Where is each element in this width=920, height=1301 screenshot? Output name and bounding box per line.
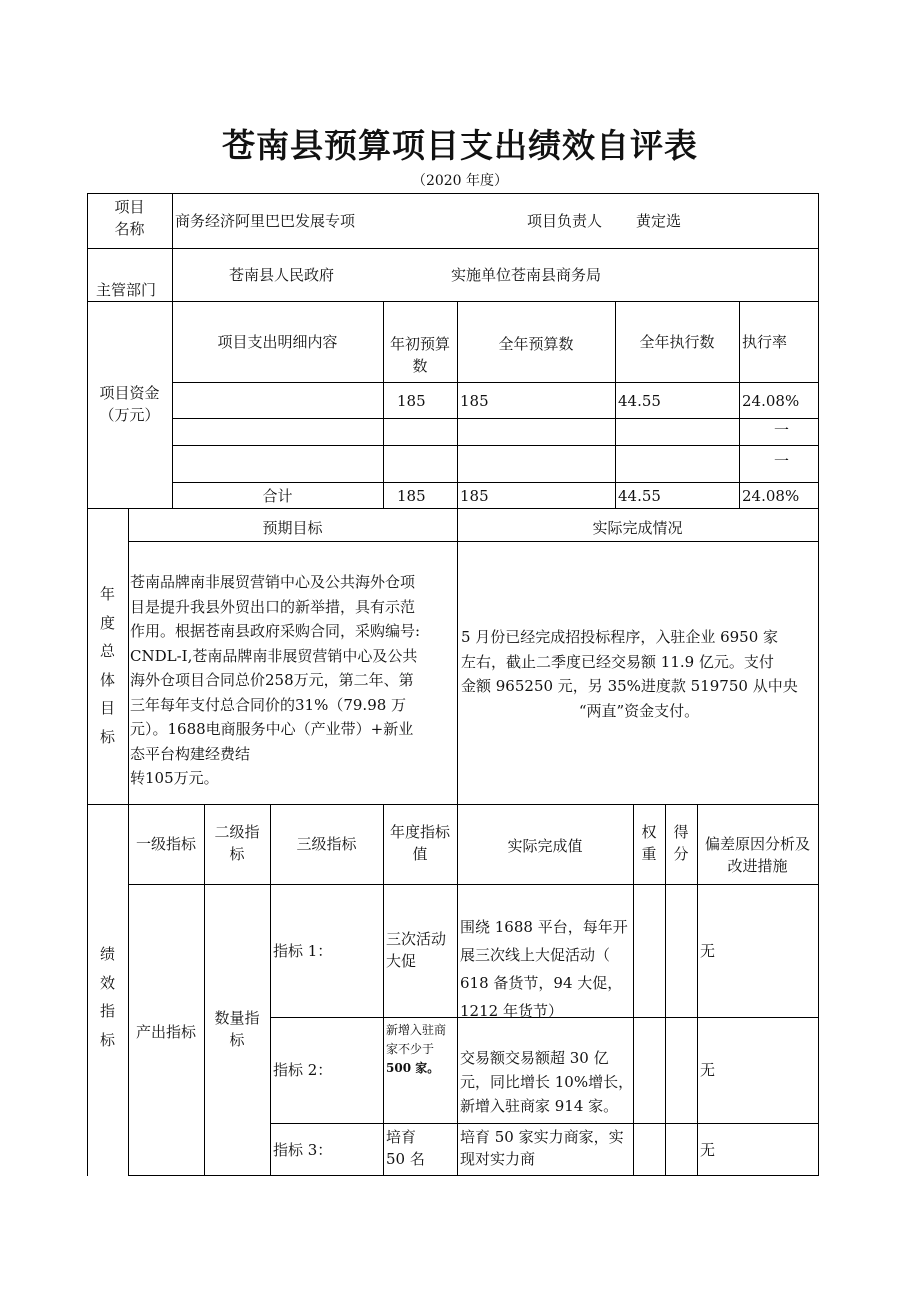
- ind-level2-quantity: 数量指 标: [214, 1009, 260, 1049]
- ind-row3-deviation: 无: [700, 1141, 716, 1159]
- year-subtitle: （2020 年度）: [411, 173, 509, 189]
- funds-header-rate: 执行率: [742, 333, 788, 351]
- goals-side-label: 年 度 总 体 目 标: [99, 585, 115, 746]
- ind-header-score: 得 分: [673, 823, 689, 863]
- ind-row1-actual: 围绕 1688 平台，每年开 展三次线上大促活动（ 618 备货节，94 大促， 1212 年货节）: [460, 918, 628, 1020]
- ind-header-level2: 二级指 标: [214, 823, 260, 863]
- funds-label: 项目资金 （万元）: [99, 384, 160, 424]
- indicators-side-label: 绩 效 指 标: [99, 945, 115, 1049]
- funds-total-annual: 185: [460, 487, 489, 505]
- impl-unit-value: 苍南县商务局: [511, 266, 602, 284]
- funds-total-label: 合计: [262, 487, 293, 505]
- funds-header-initial: 年初预算 数: [389, 335, 450, 375]
- funds-total-rate: 24.08%: [742, 487, 800, 505]
- ind-header-level1: 一级指标: [135, 835, 196, 853]
- ind-row3-actual: 培育 50 家实力商家，实 现对实力商: [460, 1128, 624, 1168]
- project-owner-value: 黄定选: [636, 212, 682, 230]
- funds-total-executed: 44.55: [618, 487, 661, 505]
- funds-row1-annual: 185: [460, 392, 489, 410]
- project-name-label: 项目 名称: [114, 198, 145, 238]
- ind-header-deviation: 偏差原因分析及 改进措施: [704, 835, 810, 875]
- goals-expected-header: 预期目标: [262, 519, 323, 537]
- ind-row2-name: 指标 2：: [273, 1061, 333, 1079]
- ind-row1-target: 三次活动 大促: [386, 930, 447, 970]
- ind-row3-name: 指标 3：: [273, 1141, 333, 1159]
- ind-row2-deviation: 无: [700, 1061, 716, 1079]
- funds-total-initial: 185: [397, 487, 426, 505]
- funds-header-annual: 全年预算数: [498, 335, 574, 353]
- ind-header-level3: 三级指标: [296, 835, 357, 853]
- dept-label: 主管部门: [96, 281, 157, 299]
- goals-actual-text: 5 月份已经完成招投标程序，入驻企业 6950 家 左右，截止二季度已经交易额 11.9 亿元。支付 金额 965250 元，另 35%进度款 519750 从中央 “两直”资金支付。: [461, 628, 798, 720]
- project-name-value: 商务经济阿里巴巴发展专项: [175, 212, 356, 230]
- dept-value: 苍南县人民政府: [229, 266, 335, 284]
- funds-header-detail: 项目支出明细内容: [217, 333, 338, 351]
- funds-row1-executed: 44.55: [618, 392, 661, 410]
- page-title: 苍南县预算项目支出绩效自评表: [222, 126, 698, 165]
- impl-unit-label: 实施单位苍南县商务局: [451, 266, 602, 284]
- funds-row1-rate: 24.08%: [742, 392, 800, 410]
- goals-actual-header: 实际完成情况: [592, 519, 683, 537]
- ind-header-weight: 权 重: [641, 823, 657, 863]
- funds-row2-rate: 一: [774, 421, 790, 439]
- funds-header-executed: 全年执行数: [639, 333, 715, 351]
- ind-row1-deviation: 无: [700, 942, 716, 960]
- ind-header-actual: 实际完成值: [507, 837, 583, 855]
- goals-expected-text: 苍南品牌南非展贸营销中心及公共海外仓项 目是提升我县外贸出口的新举措，具有示范 作用。根据苍南县政府采购合同，采购编号: CNDL-I,苍南品牌南非展贸营销中心及公共 海外仓项目合同总价258万元，第二年、第 三年每年支付总合同价的31%（79.98 万 元）。1688电商服务中心（产业带）+新业 态平台构建经费结 转105万元。: [130, 573, 421, 787]
- ind-row2-target: 新增入驻商 家不少于 500 家。: [386, 1023, 447, 1076]
- ind-row3-target: 培育 50 名: [386, 1128, 425, 1168]
- project-owner-label: 项目负责人: [527, 212, 603, 230]
- ind-row1-name: 指标 1：: [273, 942, 333, 960]
- ind-level1-output: 产出指标: [135, 1023, 196, 1041]
- ind-header-target: 年度指标 值: [389, 823, 450, 863]
- funds-row1-initial: 185: [397, 392, 426, 410]
- ind-row2-actual: 交易额交易额超 30 亿 元，同比增长 10%增长， 新增入驻商家 914 家。: [460, 1049, 634, 1115]
- funds-row3-rate: 一: [774, 452, 790, 470]
